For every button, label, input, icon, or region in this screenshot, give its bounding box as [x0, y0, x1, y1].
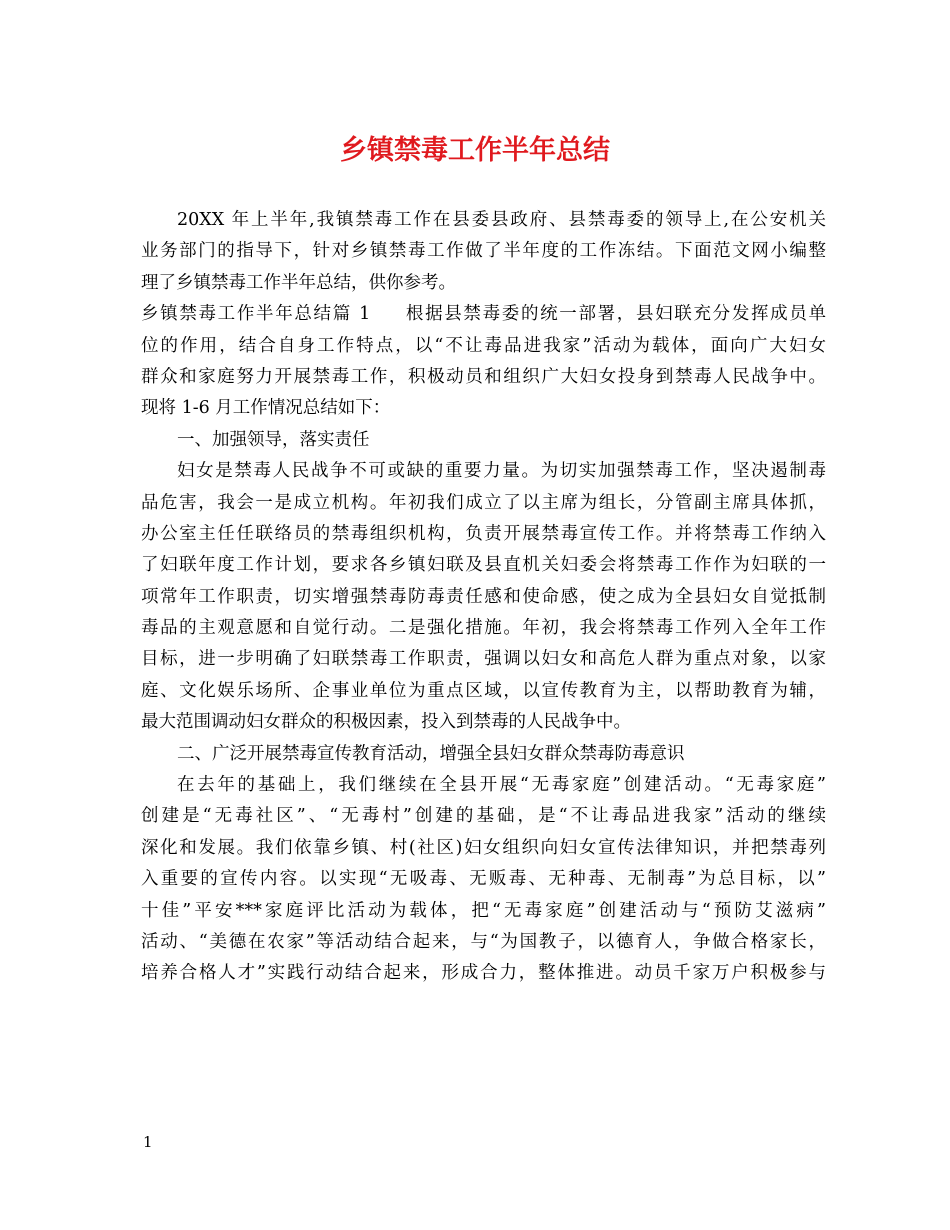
section-heading: 一、加强领导，落实责任	[177, 429, 370, 450]
body-line-with-heading	[141, 299, 826, 330]
body-line: 庭、文化娱乐场所、企事业单位为重点区域，以宣传教育为主，以帮助教育为辅，	[141, 680, 826, 701]
body-line: 毒品的主观意愿和自觉行动。二是强化措施。年初，我会将禁毒工作列入全年工作	[141, 618, 826, 639]
body-line: 妇女是禁毒人民战争不可或缺的重要力量。为切实加强禁毒工作，坚决遏制毒	[177, 461, 826, 482]
body-line: 创建是“无毒社区”、“无毒村”创建的基础，是“不让毒品进我家”活动的继续	[141, 806, 826, 827]
body-line: 20XX 年上半年,我镇禁毒工作在县委县政府、县禁毒委的领导上,在公安机关	[177, 210, 826, 230]
body-line: 深化和发展。我们依靠乡镇、村(社区)妇女组织向妇女宣传法律知识，并把禁毒列	[141, 837, 826, 858]
body-line: 入重要的宣传内容。以实现“无吸毒、无贩毒、无种毒、无制毒”为总目标，以”	[141, 869, 826, 890]
body-line: 目标，进一步明确了妇联禁毒工作职责，强调以妇女和高危人群为重点对象，以家	[141, 649, 826, 670]
body-line: 现将 1-6 月工作情况总结如下：	[141, 398, 391, 419]
body-line: 理了乡镇禁毒工作半年总结，供你参考。	[141, 272, 456, 293]
document-body	[141, 205, 826, 990]
body-line: 品危害，我会一是成立机构。年初我们成立了以主席为组长，分管副主席具体抓，	[141, 492, 826, 513]
body-line: 十佳”平安***家庭评比活动为载体，把“无毒家庭”创建活动与“预防艾滋病”	[141, 900, 826, 921]
section-heading: 二、广泛开展禁毒宣传教育活动，增强全县妇女群众禁毒防毒意识	[177, 743, 685, 764]
body-line: 群众和家庭努力开展禁毒工作，积极动员和组织广大妇女投身到禁毒人民战争中。	[141, 366, 826, 387]
body-line: 了妇联年度工作计划，要求各乡镇妇联及县直机关妇委会将禁毒工作作为妇联的一	[141, 555, 826, 576]
body-line: 最大范围调动妇女群众的积极因素，投入到禁毒的人民战争中。	[141, 712, 631, 733]
body-line: 在去年的基础上，我们继续在全县开展“无毒家庭”创建活动。“无毒家庭”	[177, 775, 826, 796]
body-line: 业务部门的指导下，针对乡镇禁毒工作做了半年度的工作冻结。下面范文网小编整	[141, 241, 826, 262]
body-line-text: 根据县禁毒委的统一部署，县妇联充分发挥成员单	[404, 304, 826, 325]
body-line: 活动、“美德在农家”等活动结合起来，与“为国教子，以德育人，争做合格家长，	[141, 931, 826, 952]
section-heading: 乡镇禁毒工作半年总结篇 1	[141, 304, 371, 325]
body-line: 位的作用，结合自身工作特点，以“不让毒品进我家”活动为载体，面向广大妇女	[141, 335, 826, 356]
body-line: 办公室主任任联络员的禁毒组织机构，负责开展禁毒宣传工作。并将禁毒工作纳入	[141, 523, 826, 544]
document-title: 乡镇禁毒工作半年总结	[340, 135, 610, 166]
page-number: 1	[143, 1133, 153, 1151]
body-line: 项常年工作职责，切实增强禁毒防毒责任感和使命感，使之成为全县妇女自觉抵制	[141, 586, 826, 607]
body-line: 培养合格人才”实践行动结合起来，形成合力，整体推进。动员千家万户积极参与	[141, 963, 826, 984]
